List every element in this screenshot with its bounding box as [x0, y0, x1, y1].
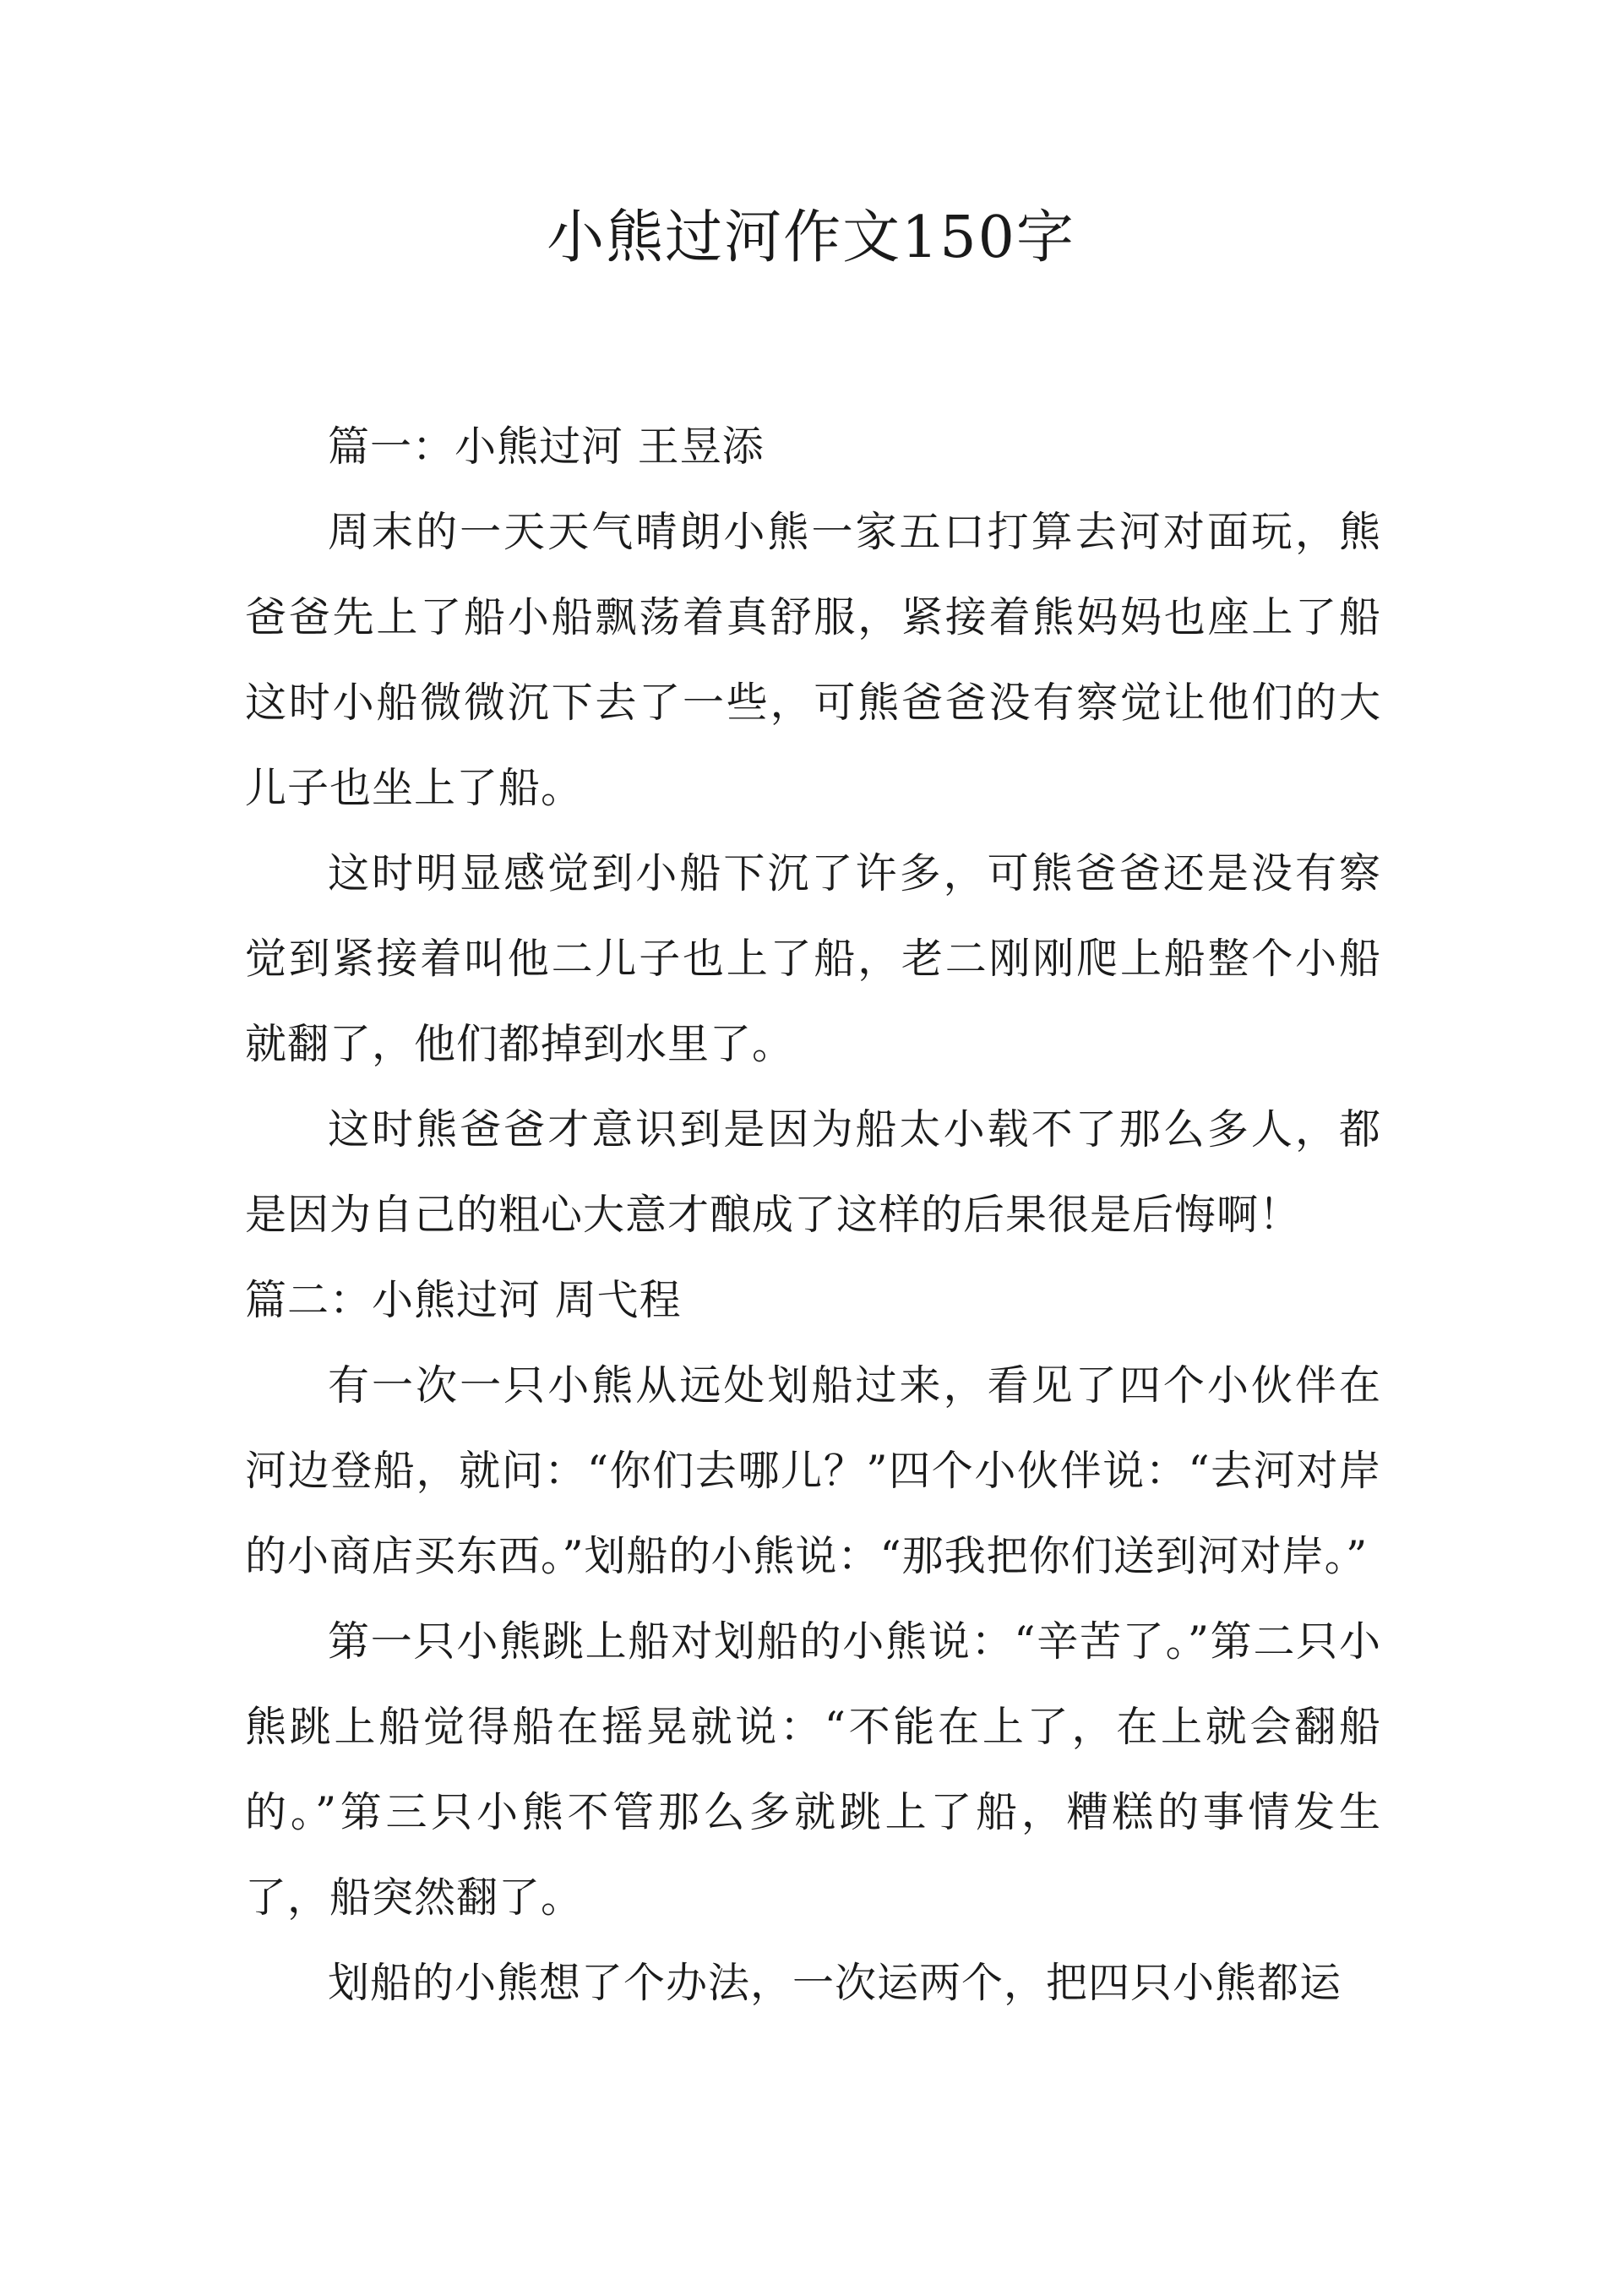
section-heading-1: 篇一：小熊过河 王昱添: [328, 423, 765, 471]
paragraph: 周末的一天天气晴朗小熊一家五口打算去河对面玩，熊爸爸先上了船小船飘荡着真舒服，紧接着熊妈妈也座上了船这时小船微微沉下去了一些，可熊爸爸没有察觉让他们的大儿子也坐上了船。: [245, 508, 1381, 812]
paragraph: 这时熊爸爸才意识到是因为船太小载不了那么多人，都是因为自己的粗心大意才酿成了这样的后果很是后悔啊！: [245, 1105, 1381, 1239]
document-body: [245, 404, 1381, 2026]
document-title: 小熊过河作文150字: [547, 205, 1075, 271]
paragraph: 划船的小熊想了个办法，一次运两个，把四只小熊都运: [328, 1959, 1342, 2007]
paragraph: 有一次一只小熊从远处划船过来，看见了四个小伙伴在河边登船，就问：“你们去哪儿？”四个小伙伴说：“去河对岸的小商店买东西。”划船的小熊说：“那我把你们送到河对岸。”: [245, 1361, 1381, 1580]
paragraph: 这时明显感觉到小船下沉了许多，可熊爸爸还是没有察觉到紧接着叫他二儿子也上了船，老二刚刚爬上船整个小船就翻了，他们都掉到水里了。: [245, 849, 1381, 1068]
paragraph: 第一只小熊跳上船对划船的小熊说：“辛苦了。”第二只小熊跳上船觉得船在摇晃就说：“不能在上了，在上就会翻船的。”第三只小熊不管那么多就跳上了船，糟糕的事情发生了，船突然翻了。: [245, 1617, 1381, 1922]
section-heading-2: 篇二：小熊过河 周弋程: [245, 1276, 682, 1324]
